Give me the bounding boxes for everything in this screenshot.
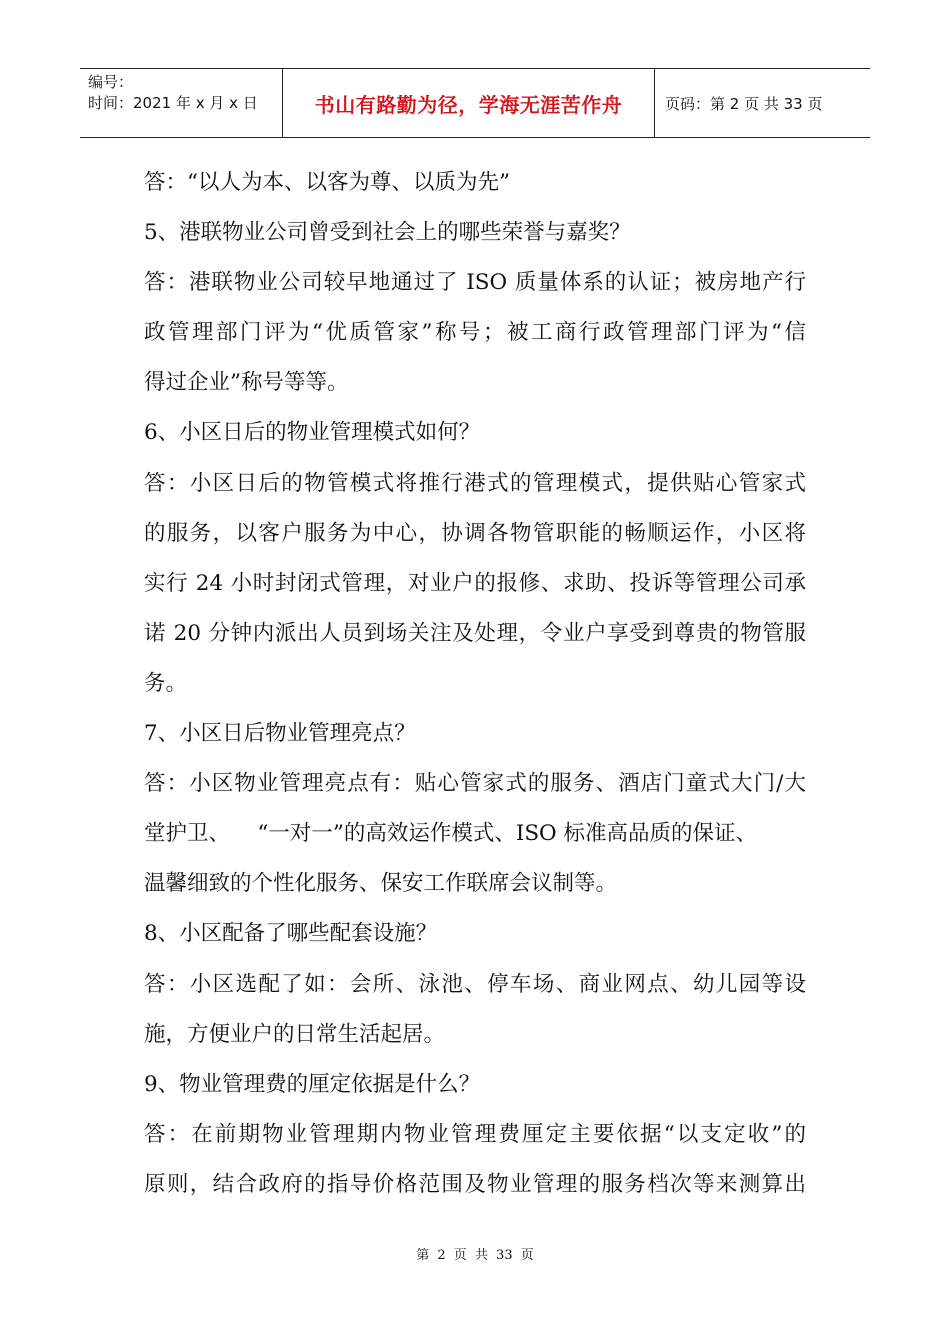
document-number-label: 编号： xyxy=(88,73,134,91)
text-line: 的服务，以客户服务为中心，协调各物管职能的畅顺运作，小区将 xyxy=(144,520,806,546)
text-line: 答：“以人为本、以客为尊、以质为先” xyxy=(144,170,510,195)
text-line: 温馨细致的个性化服务、保安工作联席会议制等。 xyxy=(144,871,618,897)
document-time-label: 时间：2021 年 x 月 x 日 xyxy=(88,94,258,112)
text-line: 得过企业”称号等等。 xyxy=(144,370,349,396)
question-heading: 9、物业管理费的厘定依据是什么？ xyxy=(144,1071,481,1097)
text-line: 答：小区日后的物管模式将推行港式的管理模式，提供贴心管家式 xyxy=(144,470,806,496)
text-line: 施，方便业户的日常生活起居。 xyxy=(144,1021,446,1047)
header-page-info: 页码：第 2 页 共 33 页 xyxy=(665,94,823,113)
question-heading: 5、港联物业公司曾受到社会上的哪些荣誉与嘉奖？ xyxy=(144,220,631,246)
text-line: 政管理部门评为“优质管家”称号；被工商行政管理部门评为“信 xyxy=(144,320,806,346)
header-meta xyxy=(80,69,283,137)
page-header xyxy=(80,68,870,138)
question-heading: 7、小区日后物业管理亮点？ xyxy=(144,721,416,747)
text-line: 答：在前期物业管理期内物业管理费厘定主要依据“以支定收”的 xyxy=(144,1121,806,1147)
text-line: 诺 20 分钟内派出人员到场关注及处理，令业户享受到尊贵的物管服 xyxy=(144,620,806,646)
text-line: 答：小区选配了如：会所、泳池、停车场、商业网点、幼儿园等设 xyxy=(144,971,806,997)
header-motto: 书山有路勤为径，学海无涯苦作舟 xyxy=(283,69,655,137)
text-line: 答：港联物业公司较早地通过了 ISO 质量体系的认证；被房地产行 xyxy=(144,270,806,296)
text-line: 原则，结合政府的指导价格范围及物业管理的服务档次等来测算出 xyxy=(144,1171,806,1197)
text-line: 答：小区物业管理亮点有：贴心管家式的服务、酒店门童式大门/大 xyxy=(144,771,806,797)
document-body xyxy=(144,158,814,1210)
text-line: 务。 xyxy=(144,670,188,696)
question-heading: 8、小区配备了哪些配套设施？ xyxy=(144,921,438,947)
question-heading: 6、小区日后的物业管理模式如何？ xyxy=(144,420,481,446)
text-line: 实行 24 小时封闭式管理，对业户的报修、求助、投诉等管理公司承 xyxy=(144,570,806,596)
text-line: 堂护卫、 “一对一”的高效运作模式、ISO 标准高品质的保证、 xyxy=(144,821,758,847)
page-footer: 第 2 页 共 33 页 xyxy=(416,1248,534,1263)
